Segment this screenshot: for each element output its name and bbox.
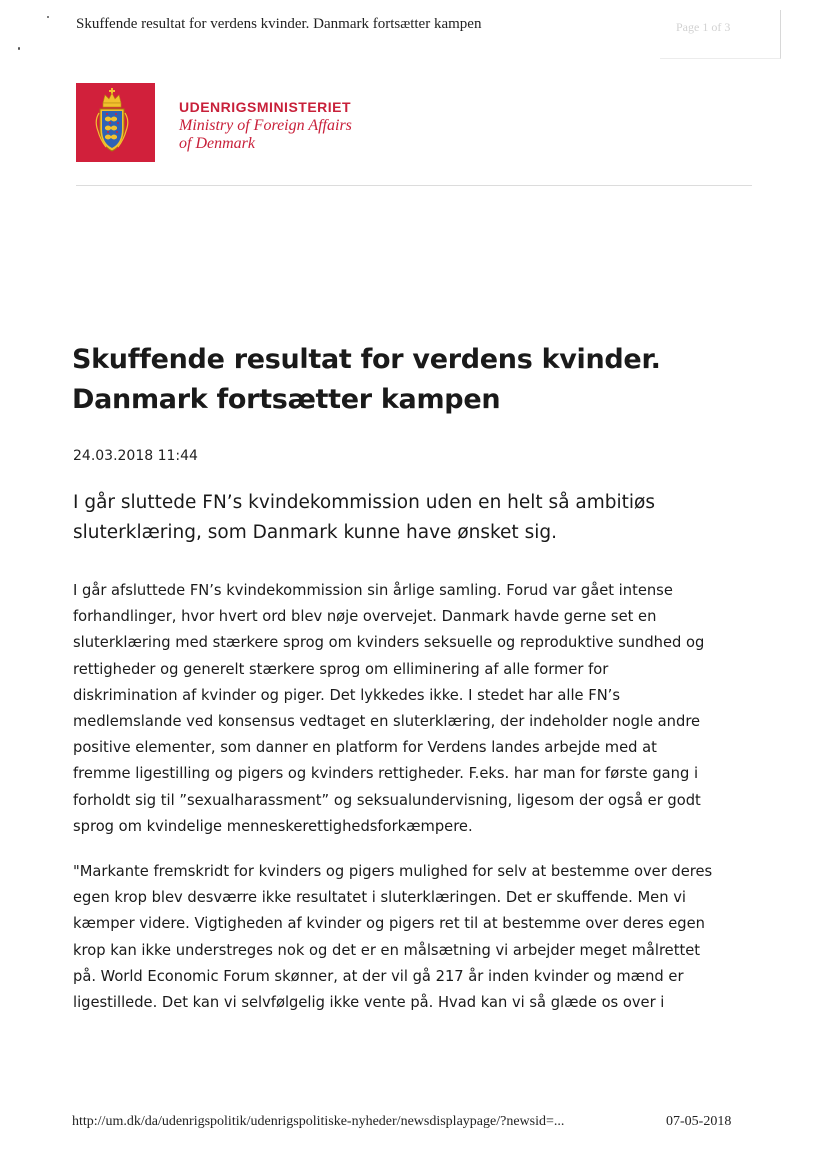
print-footer-date: 07-05-2018 <box>666 1114 732 1129</box>
article-paragraph-2 <box>73 859 763 1016</box>
scan-speck <box>18 47 20 50</box>
print-footer-url: http://um.dk/da/udenrigspolitik/udenrigspolitiske-nyheder/newsdisplaypage/?newsid=... <box>72 1114 565 1129</box>
page-indicator: Page 1 of 3 <box>676 20 731 34</box>
paragraph-line: egen krop blev desværre ikke resultatet i sluterklæringen. Det er skuffende. Men vi <box>73 889 686 907</box>
paragraph-line: på. World Economic Forum skønner, at der vil gå 217 år inden kvinder og mænd er <box>73 967 684 985</box>
lead-line: sluterklæring, som Danmark kunne have ønsket sig. <box>73 522 557 543</box>
paragraph-line: krop kan ikke understreges nok og det er en målsætning vi arbejder meget målrettet <box>73 941 701 959</box>
paragraph-line: medlemslande ved konsensus vedtaget en sluterklæring, der indeholder nogle andre <box>73 713 701 731</box>
paragraph-line: sluterklæring med stærkere sprog om kvinders seksuelle og reproduktive sundhed og <box>73 634 705 652</box>
article-lead <box>73 488 753 548</box>
paragraph-line: forholdt sig til ”sexualharassment” og seksualundervisning, ligesom der også er godt <box>73 791 701 809</box>
ministry-name-english-line: Ministry of Foreign Affairs <box>179 117 352 134</box>
ministry-name-english <box>179 117 352 153</box>
paragraph-line: ligestillede. Det kan vi selvfølgelig ikke vente på. Hvad kan vi så glæde os over i <box>73 994 665 1012</box>
ministry-name-danish: UDENRIGSMINISTERIET <box>179 99 352 115</box>
lead-line: I går sluttede FN’s kvindekommission uden en helt så ambitiøs <box>73 492 656 513</box>
paragraph-line: rettigheder og generelt stærkere sprog om elliminering af alle former for <box>73 660 609 678</box>
paragraph-line: "Markante fremskridt for kvinders og pigers mulighed for selv at bestemme over deres <box>73 863 713 880</box>
header-divider <box>76 185 752 186</box>
paragraph-line: sprog om kvindelige menneskerettighedsforkæmpere. <box>73 817 473 835</box>
paragraph-line: diskrimination af kvinder og piger. Det lykkedes ikke. I stedet har alle FN’s <box>73 686 621 704</box>
ministry-logo[interactable] <box>76 83 155 162</box>
article-title-line: Skuffende resultat for verdens kvinder. <box>72 344 661 375</box>
scan-speck <box>47 16 49 18</box>
paragraph-line: I går afsluttede FN’s kvindekommission sin årlige samling. Forud var gået intense <box>73 582 673 599</box>
paragraph-line: kæmper videre. Vigtigheden af kvinder og pigers ret til at bestemme over deres egen <box>73 915 705 933</box>
paragraph-line: forhandlinger, hvor hvert ord blev nøje overvejet. Danmark havde gerne set en <box>73 608 657 626</box>
article-paragraph-1 <box>73 578 763 840</box>
print-header-title: Skuffende resultat for verdens kvinder. Danmark fortsætter kampen <box>76 16 482 32</box>
ministry-name-english-line: of Denmark <box>179 135 255 152</box>
paragraph-line: positive elementer, som danner en platform for Verdens landes arbejde med at <box>73 739 657 757</box>
article-title <box>72 340 772 420</box>
article-title-line: Danmark fortsætter kampen <box>72 384 501 415</box>
article-date: 24.03.2018 11:44 <box>73 448 198 464</box>
royal-coat-of-arms-icon <box>76 83 155 162</box>
paragraph-line: fremme ligestilling og pigers og kvinders rettigheder. F.eks. har man for første gang i <box>73 765 699 783</box>
